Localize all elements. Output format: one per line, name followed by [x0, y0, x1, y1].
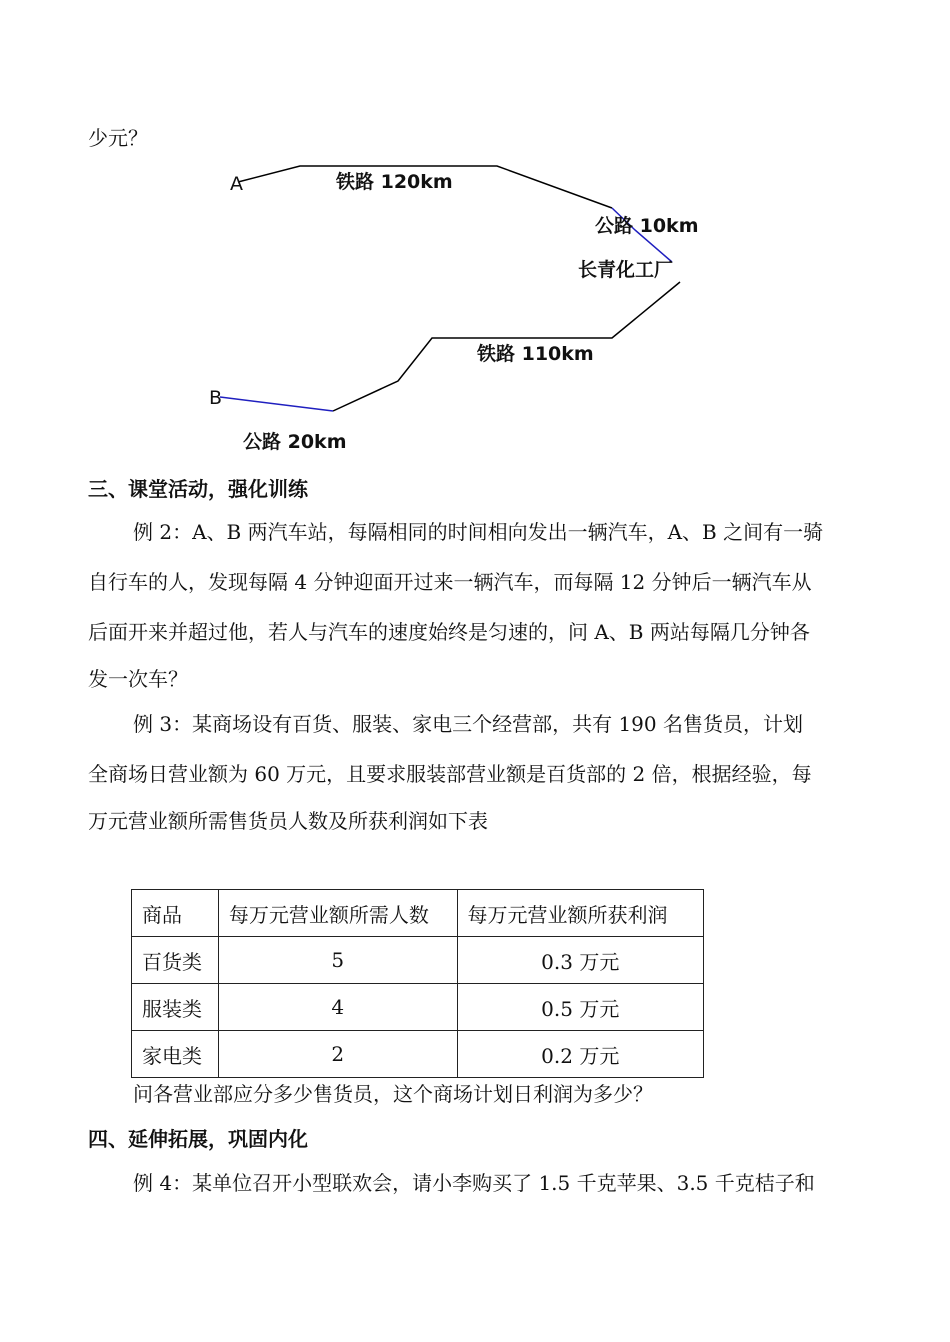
- road-bottom-line: [220, 397, 333, 411]
- table-header-cell: 每万元营业额所获利润: [457, 890, 704, 937]
- table-cell: 百货类: [132, 937, 219, 984]
- table-row: [132, 984, 704, 1031]
- road-top-label: 公路 10km: [595, 215, 699, 237]
- table-header-cell: 商品: [132, 890, 219, 937]
- example2-line-4: 发一次车？: [88, 667, 188, 691]
- table-cell: 0.3 万元: [457, 937, 704, 984]
- question-after-table: 问各营业部应分多少售货员，这个商场计划日利润为多少？: [133, 1082, 653, 1106]
- example2-line-3: 后面开来并超过他，若人与汽车的速度始终是匀速的，问 A、B 两站每隔几分钟各: [88, 620, 810, 644]
- table-cell: 家电类: [132, 1031, 219, 1078]
- point-b-label: B: [209, 387, 223, 409]
- table-cell: 4: [218, 984, 457, 1031]
- point-a-label: A: [230, 173, 243, 195]
- railway-bottom-label: 铁路 110km: [477, 343, 594, 365]
- table-row: [132, 1031, 704, 1078]
- table-cell: 服装类: [132, 984, 219, 1031]
- table-cell: 2: [218, 1031, 457, 1078]
- road-bottom-label: 公路 20km: [243, 431, 347, 453]
- table-row: [132, 937, 704, 984]
- example2-line-2: 自行车的人，发现每隔 4 分钟迎面开过来一辆汽车，而每隔 12 分钟后一辆汽车从: [88, 570, 812, 594]
- section4-heading: 四、延伸拓展，巩固内化: [88, 1127, 308, 1151]
- table-header-cell: 每万元营业额所需人数: [218, 890, 457, 937]
- factory-label: 长青化工厂: [578, 259, 674, 281]
- table-cell: 0.2 万元: [457, 1031, 704, 1078]
- table-cell: 0.5 万元: [457, 984, 704, 1031]
- table-cell: 5: [218, 937, 457, 984]
- example2-line-1: 例 2：A、B 两汽车站，每隔相同的时间相向发出一辆汽车，A、B 之间有一骑: [133, 520, 824, 544]
- text-fragment: 少元？: [88, 126, 148, 150]
- example3-line-2: 全商场日营业额为 60 万元，且要求服装部营业额是百货部的 2 倍，根据经验，每: [88, 762, 812, 786]
- railway-top-label: 铁路 120km: [336, 171, 453, 193]
- section3-heading: 三、课堂活动，强化训练: [88, 477, 308, 501]
- staffing-table: [131, 889, 704, 1078]
- example4-line-1: 例 4：某单位召开小型联欢会，请小李购买了 1.5 千克苹果、3.5 千克桔子和: [133, 1171, 815, 1195]
- route-diagram: [0, 0, 950, 470]
- example3-line-1: 例 3：某商场设有百货、服装、家电三个经营部，共有 190 名售货员，计划: [133, 712, 803, 736]
- example3-line-3: 万元营业额所需售货员人数及所获利润如下表: [88, 809, 488, 833]
- table-header-row: [132, 890, 704, 937]
